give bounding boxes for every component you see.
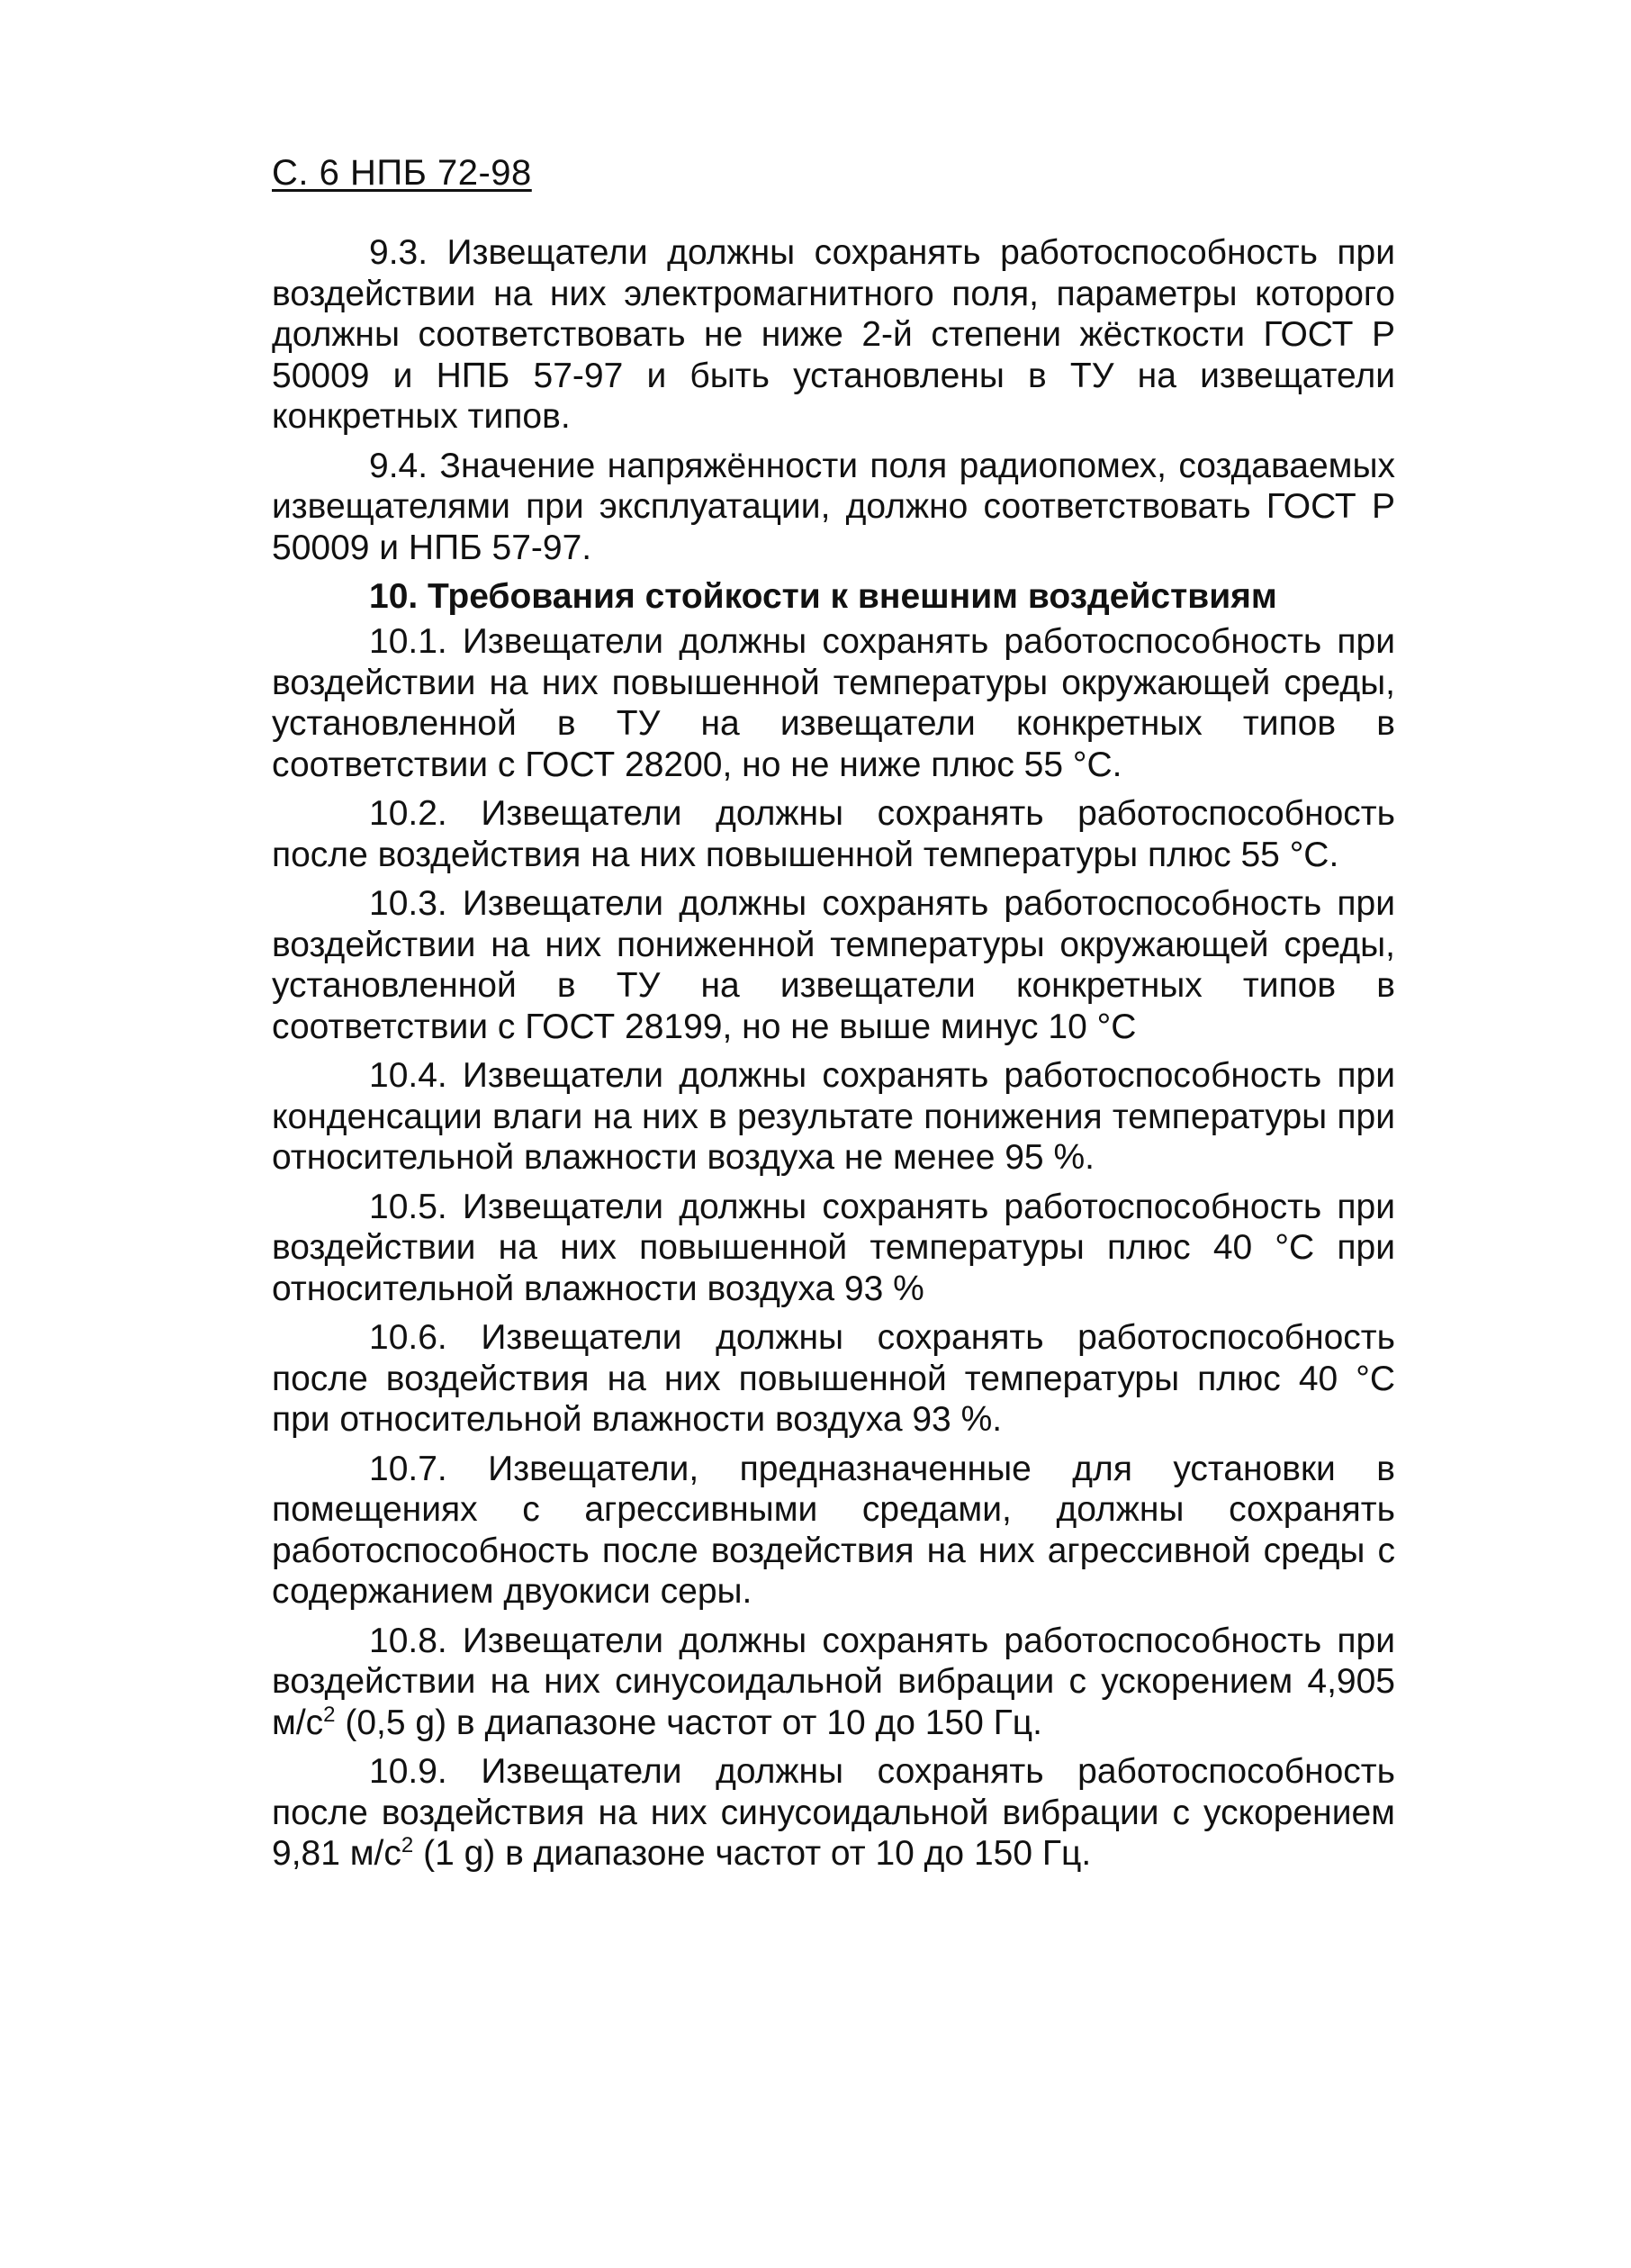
superscript-2: 2 xyxy=(323,1702,336,1727)
document-body xyxy=(272,232,1395,1883)
paragraph-10-9 xyxy=(272,1751,1395,1875)
paragraph-9-3: 9.3. Извещатели должны сохранять работоспособность при воздействии на них электромагнитного поля, параметры которого должны соответствовать не ниже 2-й степени жёсткости ГОСТ Р 50009 и НПБ 57-97 и быть установлены в ТУ на извещатели конкретных типов. xyxy=(272,233,1395,436)
paragraph-10-4: 10.4. Извещатели должны сохранять работоспособность при конденсации влаги на них в результате понижения температуры при относительной влажности воздуха не менее 95 %. xyxy=(272,1056,1395,1177)
paragraph-10-7: 10.7. Извещатели, предназначенные для установки в помещениях с агрессивными средами, должны сохранять работоспособность после воздействия на них агрессивной среды с содержанием двуокиси серы. xyxy=(272,1449,1395,1611)
paragraph-10-3: 10.3. Извещатели должны сохранять работоспособность при воздействии на них пониженной температуры окружающей среды, установленной в ТУ на извещатели конкретных типов в соответствии с ГОСТ 28199, но не выше минус 10 °С xyxy=(272,884,1395,1046)
superscript-2: 2 xyxy=(401,1833,414,1857)
paragraph-10-6: 10.6. Извещатели должны сохранять работоспособность после воздействия на них повышенной температуры плюс 40 °С при относительной влажности воздуха 93 %. xyxy=(272,1318,1395,1439)
paragraph-10-5: 10.5. Извещатели должны сохранять работоспособность при воздействии на них повышенной температуры плюс 40 °С при относительной влажности воздуха 93 % xyxy=(272,1187,1395,1308)
paragraph-10-8-text: 10.8. Извещатели должны сохранять работоспособность при воздействии на них синусоидальной вибрации с ускорением 4,905 м/с xyxy=(272,1621,1395,1742)
paragraph-9-4: 9.4. Значение напряжённости поля радиопомех, создаваемых извещателями при эксплуатации, должно соответствовать ГОСТ Р 50009 и НПБ 57-97. xyxy=(272,446,1395,567)
paragraph-10-8-tail: (0,5 g) в диапазоне частот от 10 до 150 Гц. xyxy=(335,1703,1042,1742)
section-heading-10: 10. Требования стойкости к внешним воздействиям xyxy=(369,577,1277,616)
page-header: С. 6 НПБ 72-98 xyxy=(272,153,532,193)
paragraph-10-1: 10.1. Извещатели должны сохранять работоспособность при воздействии на них повышенной температуры окружающей среды, установленной в ТУ на извещатели конкретных типов в соответствии с ГОСТ 28200, но не ниже плюс 55 °С. xyxy=(272,622,1395,784)
paragraph-10-9-text: 10.9. Извещатели должны сохранять работоспособность после воздействия на них синусоидальной вибрации с ускорением 9,81 м/с xyxy=(272,1752,1395,1873)
paragraph-10-9-tail: (1 g) в диапазоне частот от 10 до 150 Гц. xyxy=(413,1834,1092,1873)
paragraph-10-2: 10.2. Извещатели должны сохранять работоспособность после воздействия на них повышенной температуры плюс 55 °С. xyxy=(272,794,1395,874)
paragraph-10-8 xyxy=(272,1621,1395,1744)
